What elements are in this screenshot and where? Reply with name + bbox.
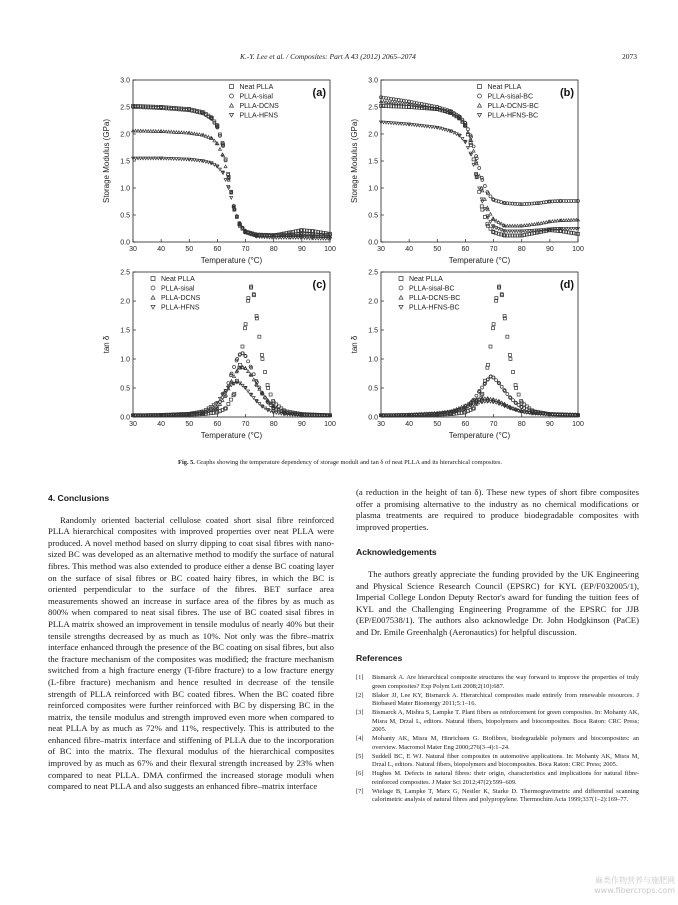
data-point: [489, 221, 492, 224]
x-tick-label: 100: [572, 246, 584, 253]
right-column: [356, 487, 639, 805]
data-point: [221, 399, 224, 402]
y-tick-label: 1.0: [120, 185, 130, 193]
legend-entry: Neat PLLA: [487, 84, 522, 91]
y-tick-label: 1.5: [120, 158, 130, 166]
x-tick-label: 50: [185, 421, 194, 428]
x-tick-label: 40: [405, 246, 414, 253]
x-tick-label: 60: [461, 421, 470, 428]
legend-marker: [230, 94, 234, 98]
data-point: [492, 323, 495, 326]
data-point: [247, 370, 250, 373]
series-plla-dcns: [132, 366, 332, 417]
legend-entry: PLLA-sisal: [161, 285, 195, 293]
x-tick-label: 40: [157, 246, 166, 253]
watermark: [550, 876, 675, 896]
legend-marker: [230, 113, 234, 117]
legend-entry: PLLA-sisal: [239, 93, 273, 101]
y-axis-label: Storage Modulus (GPa): [350, 118, 359, 204]
data-point: [229, 398, 232, 401]
reference-item: [3] Bismarck A, Mishra S, Lampke T. Plant fibers as reinforcement for green composites. In: Mohanty AK, Misra M, Drzal L, editors. Natural fibers, biopolymers and biocomposites. Boca Raton: CRC Press; 2005.: [356, 709, 639, 734]
conclusions-paragraph: Randomly oriented bacterial cellulose coated short sisal fibre reinforced PLLA hierarchical composites with improved properties over neat PLLA were produced. A novel method based on slurry dipping to coat sisal fibres with nano-sized BC was developed as an alternative method to modify the surface of natural fibres. This method was also extended to produce either a dense BC coating layer on the surface of sisal fibres or BC coated hairy fibres, in which the BC is oriented perpendicular to the surface of the fibres. BET surface area measurements showed an increase in surface area of the fibres by as much as 800% when compared to neat sisal fibres. The use of BC coated sisal fibres in PLLA matrix showed an improvement in tensile modulus of nearly 40% but their tensile strengths decreased by as much as 10%. Not only was the fibre–matrix interface enhanced through the presence of the BC coating on sisal fibres, but also the fracture mechanism of the composites was modified; the fracture mechanism switched from a high fracture energy (T-fibre fracture) to a low fracture energy (L-fibre fracture) mechanism and hence resulted in decrease of the tensile strength of PLLA reinforced with BC coated fibres. When the BC coated fibre reinforced composites were further reinforced with BC by dispersing BC in the matrix, the tensile modulus and strength improved even more when compared to neat PLLA by as much as 72% and 11%, respectively. This is attributed to the enhanced fibre–matrix interface and stiffening of PLLA due to the incorporation of BC into the matrix. The flexural modulus of the hierarchical composites improved by as much as 67% and their flexural strength increased by 23% when compared to neat PLLA. DMA confirmed the increased storage moduli when compared to neat PLLA and also suggests an enhanced fibre–matrix interface: [48, 514, 334, 792]
data-point: [483, 184, 486, 187]
legend-marker: [399, 296, 403, 300]
x-tick-label: 90: [545, 246, 554, 253]
data-point: [500, 385, 503, 388]
data-point: [497, 221, 500, 224]
left-column: [48, 493, 334, 793]
legend-entry: PLLA-DCNS: [239, 103, 279, 110]
legend-entry: PLLA-DCNS-BC: [409, 295, 461, 302]
y-tick-label: 1.0: [368, 185, 378, 193]
data-point: [247, 390, 250, 393]
x-tick-label: 80: [269, 246, 278, 253]
data-point: [495, 219, 498, 222]
x-tick-label: 50: [185, 246, 194, 253]
panel-label: (d): [559, 279, 574, 291]
legend-marker: [478, 85, 482, 89]
y-tick-label: 2.5: [120, 269, 130, 277]
x-tick-label: 30: [129, 421, 137, 428]
legend-entry: PLLA-sisal-BC: [409, 285, 455, 293]
data-point: [466, 131, 469, 134]
data-point: [489, 227, 492, 230]
x-tick-label: 100: [324, 246, 336, 253]
data-point: [260, 353, 263, 356]
data-point: [483, 215, 486, 218]
reference-item: [7] Wielage B, Lampke T, Marx G, Nestler K, Starke D. Thermogravimetric and differential scanning calorimetric analysis of natural fibres and polypropylene. Thermochim Acta 1999;337(1–2):169–77.: [356, 787, 639, 804]
legend-entry: PLLA-HFNS: [161, 304, 200, 312]
plot-frame: [381, 80, 578, 242]
y-tick-label: 0.0: [120, 239, 130, 247]
reference-item: [1] Bismarck A. Are hierarchical composite structures the way forward to improve the properties of truly green composites? Exp Polym Lett 2008;2(10):687.: [356, 674, 639, 690]
legend-marker: [399, 277, 403, 281]
data-point: [244, 323, 247, 326]
legend-entry: PLLA-sisal-BC: [487, 93, 534, 101]
y-tick-label: 2.5: [368, 269, 378, 277]
data-point: [233, 375, 236, 378]
x-axis-label: Temperature (°C): [448, 431, 511, 440]
legend-entry: Neat PLLA: [409, 276, 443, 283]
data-point: [478, 190, 481, 193]
data-point: [489, 397, 492, 400]
y-tick-label: 1.0: [120, 356, 130, 364]
data-point: [461, 137, 464, 140]
data-point: [472, 158, 475, 161]
x-tick-label: 70: [489, 421, 498, 428]
series-plla-hfns: [132, 381, 332, 417]
legend-marker: [230, 85, 234, 89]
data-point: [466, 146, 469, 149]
x-axis-label: Temperature (°C): [448, 256, 511, 265]
data-point: [230, 197, 233, 200]
data-point: [517, 393, 520, 396]
x-tick-label: 70: [241, 246, 250, 253]
y-tick-label: 2.5: [120, 104, 130, 112]
legend-marker: [151, 296, 155, 300]
data-point: [266, 384, 269, 387]
x-tick-label: 30: [129, 246, 137, 253]
data-point: [224, 165, 227, 168]
x-tick-label: 30: [377, 246, 385, 253]
data-point: [481, 200, 484, 203]
legend-entry: PLLA-HFNS-BC: [487, 112, 539, 120]
panel-label: (c): [312, 279, 326, 291]
data-point: [472, 149, 475, 152]
y-tick-label: 0.0: [368, 414, 378, 422]
data-point: [247, 360, 250, 363]
figure-caption: [60, 459, 620, 466]
plot-frame: [133, 272, 330, 417]
chart-panel-c: [102, 270, 336, 441]
data-point: [481, 189, 484, 192]
data-point: [224, 178, 227, 181]
reference-item: [4] Mohanty AK, Misra M, Hinrichsen G. Biofibres, biodegradable polymers and biocomposites: an overview. Macromol Mater Eng 2000;276(3–4):1–24.: [356, 735, 639, 751]
data-point: [511, 399, 514, 402]
y-tick-label: 1.5: [368, 327, 378, 335]
data-point: [481, 208, 484, 211]
legend-entry: Neat PLLA: [161, 276, 195, 283]
data-point: [218, 148, 221, 151]
reference-item: [2] Blaker JJ, Lee KY, Bismarck A. Hierarchical composites made entirely from renewable resources. J Biobased Mater Bioenergy 2011;5:1–16.: [356, 691, 639, 708]
y-tick-label: 2.0: [368, 131, 378, 139]
data-point: [481, 386, 484, 389]
y-tick-label: 2.0: [120, 298, 130, 306]
data-point: [492, 327, 495, 330]
legend-marker: [230, 104, 234, 108]
legend-marker: [151, 286, 155, 290]
legend-entry: PLLA-HFNS: [239, 112, 279, 120]
chart-panel-d: [350, 270, 584, 441]
x-tick-label: 80: [517, 421, 526, 428]
x-tick-label: 40: [157, 421, 166, 428]
x-tick-label: 100: [572, 421, 584, 428]
data-point: [207, 136, 210, 139]
x-tick-label: 100: [324, 421, 336, 428]
legend-marker: [151, 305, 155, 309]
y-tick-label: 0.5: [368, 385, 378, 393]
chart-panel-b: [350, 78, 584, 266]
legend-entry: Neat PLLA: [239, 84, 274, 91]
data-point: [478, 167, 481, 170]
y-axis-label: tan δ: [102, 335, 111, 354]
data-point: [495, 379, 498, 382]
data-point: [515, 387, 518, 390]
y-tick-label: 0.5: [120, 385, 130, 393]
y-tick-label: 3.0: [120, 77, 130, 85]
data-point: [500, 222, 503, 225]
data-point: [252, 373, 255, 376]
data-point: [263, 395, 266, 398]
series-plla-dcns-bc: [380, 100, 580, 227]
y-tick-label: 2.0: [120, 131, 130, 139]
y-tick-label: 0.5: [120, 212, 130, 220]
x-tick-label: 80: [269, 421, 278, 428]
y-tick-label: 1.0: [368, 356, 378, 364]
data-point: [233, 365, 236, 368]
data-point: [204, 135, 207, 138]
data-point: [506, 335, 509, 338]
data-point: [267, 387, 270, 390]
data-point: [261, 358, 264, 361]
x-tick-label: 70: [241, 421, 250, 428]
data-point: [472, 164, 475, 167]
acknowledgements-heading: Acknowledgements: [356, 547, 437, 558]
x-tick-label: 50: [433, 246, 442, 253]
x-tick-label: 50: [433, 421, 442, 428]
data-point: [509, 358, 512, 361]
data-point: [514, 384, 517, 387]
data-point: [480, 205, 483, 208]
y-tick-label: 0.0: [368, 239, 378, 247]
data-point: [486, 363, 489, 366]
y-axis-label: tan δ: [350, 335, 359, 354]
y-tick-label: 3.0: [368, 77, 378, 85]
data-point: [489, 195, 492, 198]
x-tick-label: 80: [517, 246, 526, 253]
x-tick-label: 60: [461, 246, 470, 253]
legend-entry: PLLA-HFNS-BC: [409, 304, 460, 312]
data-point: [218, 397, 221, 400]
data-point: [475, 176, 478, 179]
data-point: [475, 394, 478, 397]
plot-frame: [381, 272, 578, 417]
running-head: K.-Y. Lee et al. / Composites: Part A 43 (2012) 2065–2074: [240, 52, 416, 61]
series-neat-plla: [132, 104, 332, 237]
legend-entry: PLLA-DCNS-BC: [487, 103, 539, 110]
figure-5: [90, 70, 600, 450]
caption-text: Graphs showing the temperature dependency of storage moduli and tan δ of neat PLLA and its hierarchical composites.: [196, 459, 502, 466]
x-tick-label: 60: [213, 246, 222, 253]
data-point: [506, 393, 509, 396]
legend-marker: [151, 277, 155, 281]
reference-item: [6] Hughes M. Defects in natural fibres: their origin, characteristics and implications for natural fibre-reinforced composites. J Mater Sci 2012;47(2):599–609.: [356, 770, 639, 786]
series-plla-dcns: [132, 129, 332, 238]
data-point: [252, 378, 255, 381]
conclusions-heading: 4. Conclusions: [48, 493, 110, 503]
x-tick-label: 70: [489, 246, 498, 253]
x-tick-label: 60: [213, 421, 222, 428]
x-axis-label: Temperature (°C): [200, 431, 263, 440]
data-point: [218, 168, 221, 171]
data-point: [486, 366, 489, 369]
data-point: [222, 144, 225, 147]
data-point: [489, 212, 492, 215]
page-number: 2073: [622, 52, 637, 61]
caption-label: Fig. 5.: [178, 459, 195, 466]
data-point: [198, 133, 201, 136]
watermark-line2: www.fibercrops.com: [594, 886, 675, 895]
data-point: [244, 327, 247, 330]
references-heading: References: [356, 652, 403, 663]
data-point: [190, 132, 193, 135]
chart-panel-a: [102, 78, 336, 266]
series-plla-sisal-bc: [380, 375, 580, 417]
x-tick-label: 90: [297, 421, 306, 428]
y-tick-label: 1.5: [368, 158, 378, 166]
data-point: [193, 132, 196, 135]
data-point: [188, 131, 191, 134]
data-point: [269, 393, 272, 396]
x-tick-label: 90: [297, 246, 306, 253]
series-plla-hfns: [132, 157, 332, 240]
series-plla-sisal: [132, 106, 332, 237]
data-point: [263, 371, 266, 374]
data-point: [224, 159, 227, 162]
data-point: [252, 397, 255, 400]
conclusions-continuation: (a reduction in the height of tan δ). These new types of short fibre composites offer a promising alternative to the industry as no chemical modifications or plasma treatments are required to produce biodegradable composites with improved properties.: [356, 487, 639, 532]
data-point: [489, 345, 492, 348]
data-point: [195, 133, 198, 136]
acknowledgements-paragraph: The authors greatly appreciate the funding provided by the UK Engineering and Physical Science Research Council (EPSRC) for KYL (EP/F032005/1), Imperial College London Deputy Rector's award for funding the tuition fees of KYL and the Challenging Engineering Programme of the EPSRC for JJB (EP/E007538/1). The authors also acknowledge Dr. John Hodgkinson (PaCE) and Dr. Emile Greenhalgh (Aeronautics) for helpful discussion.: [356, 568, 639, 637]
y-tick-label: 0.5: [368, 212, 378, 220]
legend-marker: [399, 286, 403, 290]
plot-frame: [133, 80, 330, 242]
panel-label: (a): [312, 87, 326, 99]
y-tick-label: 2.0: [368, 298, 378, 306]
data-point: [227, 402, 230, 405]
y-axis-label: Storage Modulus (GPa): [102, 118, 111, 204]
legend-marker: [399, 305, 403, 309]
x-tick-label: 90: [545, 421, 554, 428]
watermark-line1: 麻类作物营养与施肥网: [595, 876, 675, 885]
y-tick-label: 0.0: [120, 414, 130, 422]
legend-entry: PLLA-DCNS: [161, 295, 201, 302]
y-tick-label: 1.5: [120, 327, 130, 335]
reference-list: [356, 674, 639, 805]
reference-item: [5] Suddell BC, E WJ. Natural fiber composites in automotive applications. In: Mohanty AK, Misra M, Drzal L, editors. Natural fibers, biopolymers and biocomposites. Boca Raton: CRC Press; 2005.: [356, 752, 639, 769]
data-point: [511, 371, 514, 374]
x-axis-label: Temperature (°C): [200, 256, 263, 265]
x-tick-label: 40: [405, 421, 414, 428]
data-point: [241, 345, 244, 348]
legend-marker: [478, 104, 482, 108]
data-point: [508, 353, 511, 356]
x-tick-label: 30: [377, 421, 385, 428]
panel-label: (b): [559, 87, 574, 99]
legend-marker: [478, 113, 482, 117]
legend-marker: [478, 94, 482, 98]
y-tick-label: 2.5: [368, 104, 378, 112]
data-point: [258, 335, 261, 338]
